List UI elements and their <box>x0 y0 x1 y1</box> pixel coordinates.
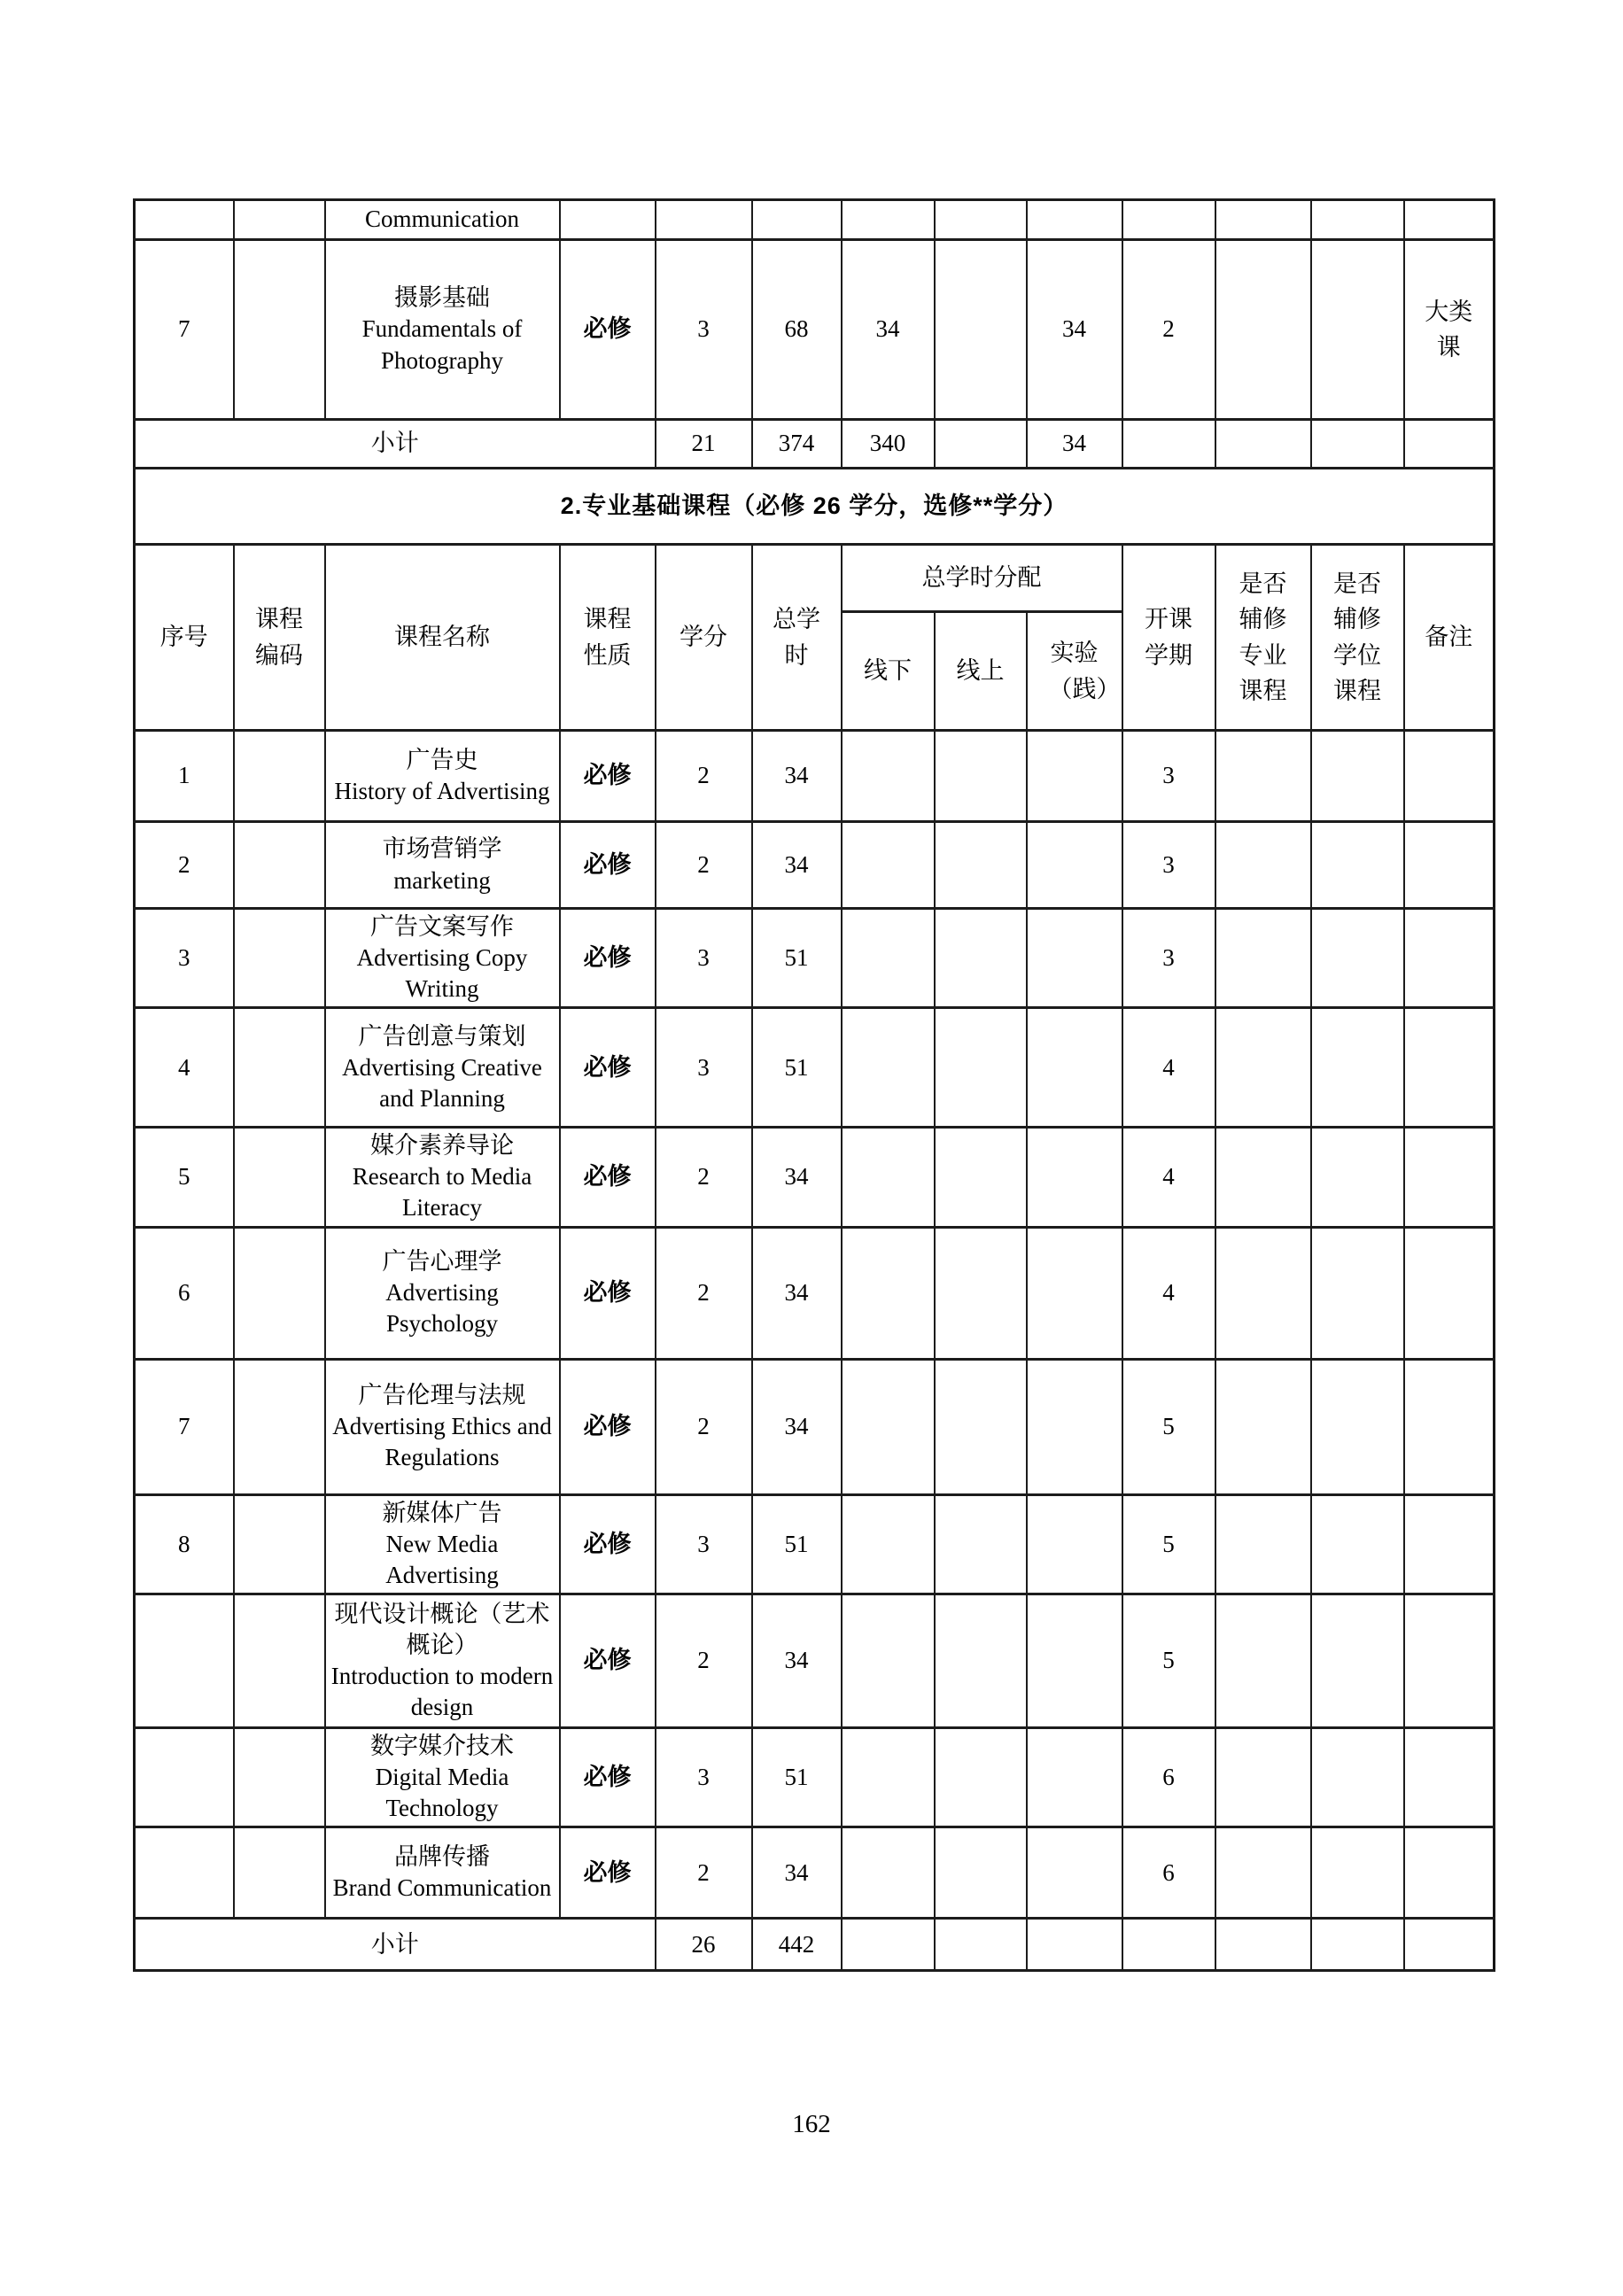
cell-nature: 必修 <box>560 1494 656 1594</box>
cell-total-hours: 51 <box>752 1008 842 1128</box>
cell-practice <box>1027 822 1122 909</box>
cell-course-name <box>325 1359 560 1494</box>
cell-minor-degree <box>1311 909 1404 1008</box>
course-name-en: Introduction to modern design <box>330 1662 554 1720</box>
cell-online <box>935 731 1027 822</box>
cell-minor-degree <box>1311 1008 1404 1128</box>
cell-offline <box>842 1494 935 1594</box>
table-row-course <box>135 1827 1495 1919</box>
cell-credits: 3 <box>656 1494 752 1594</box>
cell-remark <box>1404 200 1495 240</box>
table-row-section-title <box>135 469 1495 545</box>
cell-course-name <box>325 1227 560 1359</box>
cell-no: 2 <box>135 822 234 909</box>
cell-minor-major <box>1215 1227 1311 1359</box>
cell-offline <box>842 1359 935 1494</box>
cell-code <box>234 1827 325 1919</box>
page-number: 162 <box>792 2110 831 2138</box>
cell-offline <box>842 909 935 1008</box>
cell-semester: 5 <box>1122 1359 1215 1494</box>
cell-offline <box>842 1594 935 1727</box>
cell-total-hours: 34 <box>752 1128 842 1227</box>
header-credits: 学分 <box>656 545 752 731</box>
cell-credits: 2 <box>656 1227 752 1359</box>
cell-practice <box>1027 1827 1122 1919</box>
cell-credits: 3 <box>656 1727 752 1827</box>
cell-code <box>234 1494 325 1594</box>
table-row-course <box>135 909 1495 1008</box>
cell-remark <box>1404 1227 1495 1359</box>
table-header-row <box>135 545 1495 612</box>
cell-online <box>935 1727 1027 1827</box>
cell-minor-degree <box>1311 1827 1404 1919</box>
cell-minor-degree <box>1311 1227 1404 1359</box>
cell-online <box>935 909 1027 1008</box>
cell-semester: 4 <box>1122 1227 1215 1359</box>
header-nature: 课程性质 <box>560 545 656 731</box>
cell-code <box>234 909 325 1008</box>
cell-semester <box>1122 1919 1215 1971</box>
course-name-zh: 广告史 <box>406 746 478 773</box>
cell-total-hours: 34 <box>752 1227 842 1359</box>
cell-credits: 2 <box>656 822 752 909</box>
course-name-zh: 新媒体广告 <box>382 1499 502 1526</box>
cell-practice: 34 <box>1027 240 1122 420</box>
subtotal-label: 小计 <box>135 1919 656 1971</box>
course-name-zh: 广告文案写作 <box>370 913 514 940</box>
cell-offline: 34 <box>842 240 935 420</box>
cell-course-name <box>325 731 560 822</box>
course-name-zh: 广告创意与策划 <box>358 1022 526 1050</box>
cell-minor-degree <box>1311 731 1404 822</box>
cell-total-hours: 442 <box>752 1919 842 1971</box>
cell-semester: 6 <box>1122 1827 1215 1919</box>
cell-online <box>935 1227 1027 1359</box>
cell-minor-major <box>1215 1727 1311 1827</box>
header-no: 序号 <box>135 545 234 731</box>
cell-nature: 必修 <box>560 1594 656 1727</box>
cell-online <box>935 1594 1027 1727</box>
cell-credits: 2 <box>656 731 752 822</box>
cell-code <box>234 200 325 240</box>
cell-minor-major <box>1215 1827 1311 1919</box>
cell-offline <box>842 1008 935 1128</box>
course-name-en: Advertising Ethics and Regulations <box>332 1413 552 1471</box>
table-row-course <box>135 1594 1495 1727</box>
course-name-en: Research to Media Literacy <box>352 1163 532 1222</box>
cell-nature: 必修 <box>560 1727 656 1827</box>
cell-semester: 4 <box>1122 1008 1215 1128</box>
cell-minor-degree <box>1311 200 1404 240</box>
course-name-en: New Media Advertising <box>385 1530 499 1588</box>
cell-nature: 必修 <box>560 1827 656 1919</box>
cell-credits <box>656 200 752 240</box>
cell-course-name <box>325 1128 560 1227</box>
cell-remark <box>1404 420 1495 469</box>
cell-practice <box>1027 1494 1122 1594</box>
cell-code <box>234 1008 325 1128</box>
cell-code <box>234 822 325 909</box>
cell-remark <box>1404 1128 1495 1227</box>
cell-course-name <box>325 200 560 240</box>
cell-total-hours: 34 <box>752 822 842 909</box>
cell-credits: 3 <box>656 909 752 1008</box>
cell-code <box>234 1128 325 1227</box>
course-name-en: History of Advertising <box>334 778 550 804</box>
cell-minor-major <box>1215 1494 1311 1594</box>
cell-online <box>935 1008 1027 1128</box>
cell-total-hours: 34 <box>752 1594 842 1727</box>
cell-semester: 3 <box>1122 909 1215 1008</box>
course-name-zh: 现代设计概论（艺术概论） <box>334 1600 550 1658</box>
cell-practice <box>1027 1227 1122 1359</box>
cell-semester: 6 <box>1122 1727 1215 1827</box>
cell-minor-major <box>1215 1919 1311 1971</box>
cell-code <box>234 240 325 420</box>
remark-text: 大类课 <box>1425 298 1473 361</box>
cell-nature: 必修 <box>560 1008 656 1128</box>
cell-offline <box>842 1128 935 1227</box>
cell-online <box>935 1919 1027 1971</box>
cell-offline <box>842 200 935 240</box>
cell-no: 5 <box>135 1128 234 1227</box>
cell-minor-major <box>1215 240 1311 420</box>
table-row-course <box>135 1727 1495 1827</box>
cell-remark <box>1404 731 1495 822</box>
cell-credits: 2 <box>656 1359 752 1494</box>
cell-minor-degree <box>1311 1594 1404 1727</box>
cell-remark <box>1404 1919 1495 1971</box>
cell-minor-degree <box>1311 1494 1404 1594</box>
cell-offline <box>842 822 935 909</box>
cell-practice <box>1027 1594 1122 1727</box>
cell-offline: 340 <box>842 420 935 469</box>
cell-practice <box>1027 1128 1122 1227</box>
course-name-zh: 数字媒介技术 <box>370 1732 514 1759</box>
course-name-zh: 广告伦理与法规 <box>358 1381 526 1408</box>
header-code: 课程编码 <box>234 545 325 731</box>
cell-offline <box>842 1727 935 1827</box>
header-allocation: 总学时分配 <box>842 545 1122 612</box>
header-semester: 开课学期 <box>1122 545 1215 731</box>
cell-no: 3 <box>135 909 234 1008</box>
cell-practice <box>1027 1008 1122 1128</box>
course-name-zh: 广告心理学 <box>382 1247 502 1275</box>
cell-minor-major <box>1215 1359 1311 1494</box>
cell-minor-degree <box>1311 1359 1404 1494</box>
cell-no <box>135 200 234 240</box>
cell-course-name <box>325 1827 560 1919</box>
cell-credits: 3 <box>656 240 752 420</box>
table-row-course <box>135 1227 1495 1359</box>
cell-credits: 2 <box>656 1594 752 1727</box>
table-row-course <box>135 1494 1495 1594</box>
cell-no: 7 <box>135 1359 234 1494</box>
header-name: 课程名称 <box>325 545 560 731</box>
cell-total-hours <box>752 200 842 240</box>
table-row-course <box>135 1128 1495 1227</box>
cell-credits: 26 <box>656 1919 752 1971</box>
cell-total-hours: 374 <box>752 420 842 469</box>
cell-total-hours: 51 <box>752 1494 842 1594</box>
cell-nature <box>560 200 656 240</box>
cell-semester <box>1122 420 1215 469</box>
cell-semester: 4 <box>1122 1128 1215 1227</box>
curriculum-table <box>133 198 1495 1972</box>
cell-code <box>234 1359 325 1494</box>
cell-total-hours: 34 <box>752 1359 842 1494</box>
cell-remark <box>1404 1594 1495 1727</box>
table-row-course <box>135 1008 1495 1128</box>
cell-nature: 必修 <box>560 1227 656 1359</box>
header-practice: 实验（践） <box>1027 612 1122 731</box>
cell-total-hours: 34 <box>752 1827 842 1919</box>
cell-code <box>234 1227 325 1359</box>
header-online: 线上 <box>935 612 1027 731</box>
course-name-zh: 市场营销学 <box>382 835 502 863</box>
cell-no: 4 <box>135 1008 234 1128</box>
cell-minor-major <box>1215 731 1311 822</box>
cell-online <box>935 200 1027 240</box>
cell-semester: 3 <box>1122 731 1215 822</box>
course-name-en: Advertising Psychology <box>385 1279 499 1338</box>
subtotal-label: 小计 <box>135 420 656 469</box>
course-name-en: Communication <box>365 206 519 233</box>
course-name-zh: 品牌传播 <box>394 1843 490 1871</box>
cell-nature: 必修 <box>560 731 656 822</box>
cell-no <box>135 1727 234 1827</box>
header-remark: 备注 <box>1404 545 1495 731</box>
cell-code <box>234 731 325 822</box>
cell-course-name <box>325 1008 560 1128</box>
cell-course-name <box>325 1594 560 1727</box>
header-offline: 线下 <box>842 612 935 731</box>
cell-remark <box>1404 909 1495 1008</box>
cell-online <box>935 1128 1027 1227</box>
cell-online <box>935 420 1027 469</box>
course-name-en: Digital Media Technology <box>375 1763 509 1822</box>
cell-course-name <box>325 822 560 909</box>
cell-minor-major <box>1215 822 1311 909</box>
cell-no <box>135 1827 234 1919</box>
cell-online <box>935 240 1027 420</box>
cell-practice <box>1027 200 1122 240</box>
cell-semester: 3 <box>1122 822 1215 909</box>
cell-practice <box>1027 1727 1122 1827</box>
cell-remark <box>1404 822 1495 909</box>
cell-online <box>935 1827 1027 1919</box>
table-row-subtotal <box>135 1919 1495 1971</box>
cell-practice <box>1027 909 1122 1008</box>
course-name-en: marketing <box>393 866 491 894</box>
cell-minor-degree <box>1311 420 1404 469</box>
cell-minor-major <box>1215 420 1311 469</box>
cell-nature: 必修 <box>560 240 656 420</box>
cell-nature: 必修 <box>560 909 656 1008</box>
cell-credits: 2 <box>656 1827 752 1919</box>
cell-semester: 5 <box>1122 1594 1215 1727</box>
cell-course-name <box>325 909 560 1008</box>
cell-total-hours: 51 <box>752 909 842 1008</box>
cell-semester: 2 <box>1122 240 1215 420</box>
cell-offline <box>842 1827 935 1919</box>
cell-minor-degree <box>1311 822 1404 909</box>
table-row-subtotal <box>135 420 1495 469</box>
cell-total-hours: 68 <box>752 240 842 420</box>
cell-minor-degree <box>1311 1919 1404 1971</box>
cell-minor-major <box>1215 1594 1311 1727</box>
cell-credits: 2 <box>656 1128 752 1227</box>
cell-total-hours: 34 <box>752 731 842 822</box>
cell-credits: 3 <box>656 1008 752 1128</box>
cell-semester <box>1122 200 1215 240</box>
course-name-zh: 媒介素养导论 <box>370 1132 514 1160</box>
table-row-course <box>135 731 1495 822</box>
cell-nature: 必修 <box>560 1128 656 1227</box>
cell-code <box>234 1727 325 1827</box>
cell-remark <box>1404 240 1495 420</box>
cell-practice <box>1027 1359 1122 1494</box>
cell-course-name <box>325 1727 560 1827</box>
cell-total-hours: 51 <box>752 1727 842 1827</box>
cell-no: 7 <box>135 240 234 420</box>
table-row-course <box>135 1359 1495 1494</box>
header-minor-major: 是否辅修专业课程 <box>1215 545 1311 731</box>
cell-practice <box>1027 1919 1122 1971</box>
cell-remark <box>1404 1827 1495 1919</box>
course-name-en: Brand Communication <box>332 1874 552 1902</box>
course-name-en: Advertising Creative and Planning <box>342 1053 542 1112</box>
table-row-partial <box>135 200 1495 240</box>
cell-minor-major <box>1215 1128 1311 1227</box>
header-total-hours: 总学时 <box>752 545 842 731</box>
cell-online <box>935 822 1027 909</box>
cell-online <box>935 1359 1027 1494</box>
cell-no <box>135 1594 234 1727</box>
cell-offline <box>842 1227 935 1359</box>
table-row-course <box>135 240 1495 420</box>
cell-minor-major <box>1215 1008 1311 1128</box>
cell-no: 8 <box>135 1494 234 1594</box>
cell-offline <box>842 731 935 822</box>
cell-course-name <box>325 1494 560 1594</box>
cell-course-name <box>325 240 560 420</box>
cell-nature: 必修 <box>560 822 656 909</box>
table-row-course <box>135 822 1495 909</box>
cell-remark <box>1404 1494 1495 1594</box>
cell-nature: 必修 <box>560 1359 656 1494</box>
cell-remark <box>1404 1008 1495 1128</box>
course-name-en: Fundamentals of Photography <box>361 315 523 374</box>
cell-no: 6 <box>135 1227 234 1359</box>
cell-minor-degree <box>1311 240 1404 420</box>
cell-no: 1 <box>135 731 234 822</box>
cell-code <box>234 1594 325 1727</box>
cell-minor-major <box>1215 909 1311 1008</box>
section-title: 2.专业基础课程（必修 26 学分，选修**学分） <box>135 469 1495 545</box>
cell-online <box>935 1494 1027 1594</box>
cell-practice <box>1027 731 1122 822</box>
course-name-en: Advertising Copy Writing <box>356 944 528 1003</box>
cell-practice: 34 <box>1027 420 1122 469</box>
header-minor-degree: 是否辅修学位课程 <box>1311 545 1404 731</box>
course-name-zh: 摄影基础 <box>394 284 490 312</box>
cell-credits: 21 <box>656 420 752 469</box>
cell-remark <box>1404 1359 1495 1494</box>
cell-minor-degree <box>1311 1128 1404 1227</box>
cell-minor-degree <box>1311 1727 1404 1827</box>
cell-semester: 5 <box>1122 1494 1215 1594</box>
cell-remark <box>1404 1727 1495 1827</box>
cell-offline <box>842 1919 935 1971</box>
cell-minor-major <box>1215 200 1311 240</box>
